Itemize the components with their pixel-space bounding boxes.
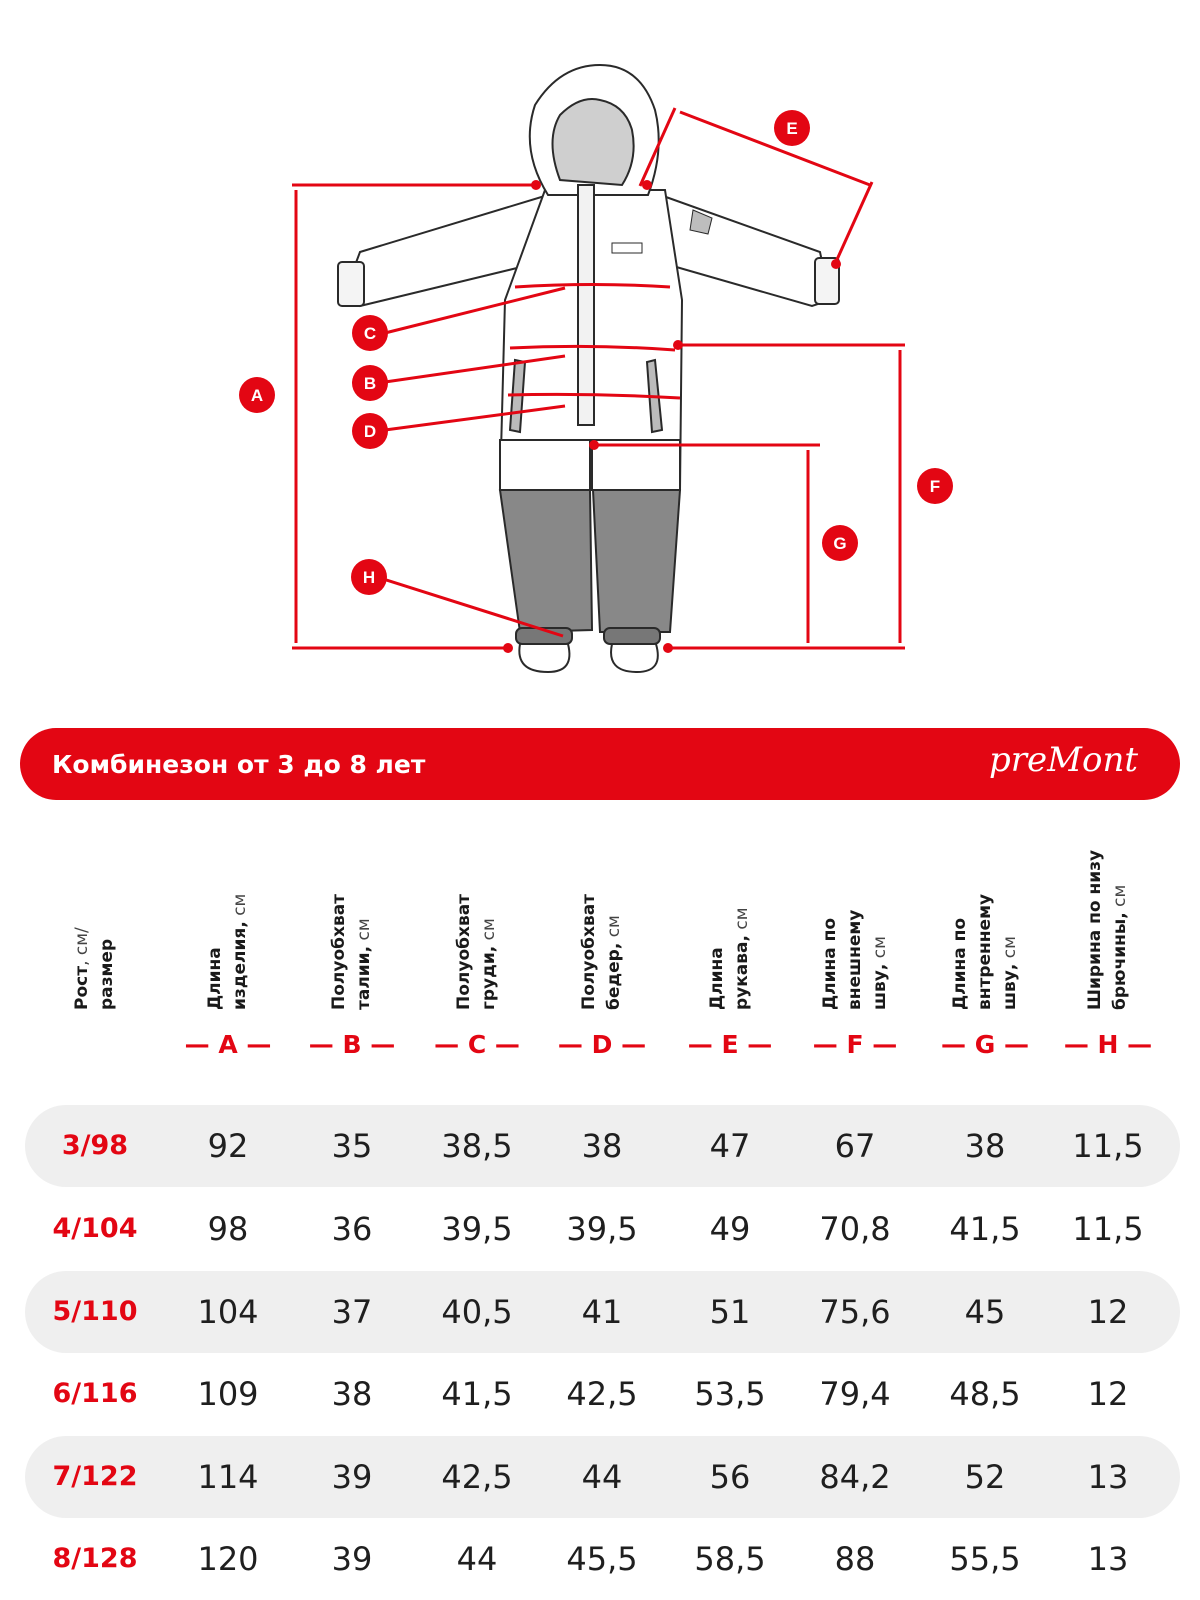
column-header-text: Длина рукава, см <box>707 907 752 1010</box>
measurement-cell: 114 <box>197 1458 259 1496</box>
measurement-cell: 39,5 <box>566 1210 638 1248</box>
marker-e <box>774 110 810 146</box>
measurement-cell: 53,5 <box>694 1375 766 1413</box>
size-cell: 3/98 <box>61 1130 129 1161</box>
column-letter: — A — <box>184 1030 272 1059</box>
marker-g <box>822 525 858 561</box>
svg-text:C: C <box>363 324 377 343</box>
measurement-cell: 12 <box>1087 1293 1129 1331</box>
measurement-cell: 104 <box>197 1293 259 1331</box>
measurement-cell: 42,5 <box>566 1375 638 1413</box>
svg-text:F: F <box>929 477 941 496</box>
measurement-cell: 42,5 <box>441 1458 513 1496</box>
measurement-cell: 55,5 <box>949 1540 1021 1578</box>
measurement-cell: 109 <box>197 1375 259 1413</box>
table-row <box>25 1271 1180 1353</box>
measurement-cell: 98 <box>207 1210 249 1248</box>
measurement-cell: 40,5 <box>441 1293 513 1331</box>
table-row <box>25 1436 1180 1518</box>
column-header-text: Полуобхват талии, см <box>329 893 374 1010</box>
measurement-cell: 44 <box>456 1540 498 1578</box>
column-header-text: Полуобхват бедер, см <box>579 893 624 1010</box>
measurement-cell: 11,5 <box>1072 1210 1144 1248</box>
marker-d <box>352 413 388 449</box>
size-cell: 6/116 <box>52 1378 138 1409</box>
measurement-cell: 70,8 <box>819 1210 891 1248</box>
column-header-text: Ширина по низу брючины, см <box>1085 849 1130 1010</box>
measurement-cell: 84,2 <box>819 1458 891 1496</box>
measurement-cell: 51 <box>709 1293 751 1331</box>
measurement-cell: 58,5 <box>694 1540 766 1578</box>
marker-f <box>917 468 953 504</box>
column-header-text: Полуобхват груди, см <box>454 893 499 1010</box>
measurement-cell: 56 <box>709 1458 751 1496</box>
column-letter: — C — <box>434 1030 520 1059</box>
measurement-cell: 44 <box>581 1458 623 1496</box>
measurement-cell: 12 <box>1087 1375 1129 1413</box>
column-header-2 <box>327 840 377 1010</box>
column-header-1 <box>203 840 253 1010</box>
brand-logo: preMont <box>989 740 1138 780</box>
column-letter: — D — <box>557 1030 647 1059</box>
marker-c <box>352 315 388 351</box>
svg-text:E: E <box>786 119 798 138</box>
column-letter: — E — <box>687 1030 773 1059</box>
column-header-7 <box>948 840 1023 1010</box>
table-row <box>25 1188 1180 1270</box>
svg-text:B: B <box>363 374 377 393</box>
size-cell: 5/110 <box>52 1296 138 1327</box>
measurement-cell: 38 <box>964 1127 1006 1165</box>
measurement-cell: 36 <box>331 1210 373 1248</box>
measurement-cell: 39,5 <box>441 1210 513 1248</box>
measurement-cell: 13 <box>1087 1540 1129 1578</box>
measurement-cell: 35 <box>331 1127 373 1165</box>
measurement-cell: 48,5 <box>949 1375 1021 1413</box>
measurement-cell: 11,5 <box>1072 1127 1144 1165</box>
measurement-cell: 45,5 <box>566 1540 638 1578</box>
measurement-cell: 49 <box>709 1210 751 1248</box>
measurement-cell: 41,5 <box>949 1210 1021 1248</box>
column-letter: — F — <box>812 1030 898 1059</box>
column-letter: — G — <box>941 1030 1029 1059</box>
marker-h <box>351 559 387 595</box>
measurement-cell: 75,6 <box>819 1293 891 1331</box>
title-banner <box>20 728 1180 800</box>
measurement-cell: 47 <box>709 1127 751 1165</box>
measurement-cell: 41,5 <box>441 1375 513 1413</box>
measurement-cell: 38,5 <box>441 1127 513 1165</box>
size-cell: 8/128 <box>52 1543 138 1574</box>
svg-text:H: H <box>362 568 376 587</box>
column-header-4 <box>577 840 627 1010</box>
measurement-cell: 52 <box>964 1458 1006 1496</box>
column-header-text: Рост, см/ размер <box>72 927 117 1010</box>
measurement-cell: 41 <box>581 1293 623 1331</box>
column-header-3 <box>452 840 502 1010</box>
measurement-cell: 37 <box>331 1293 373 1331</box>
measurement-cell: 38 <box>581 1127 623 1165</box>
column-header-0 <box>70 840 120 1010</box>
column-header-text: Длина изделия, см <box>205 893 250 1010</box>
size-cell: 4/104 <box>52 1213 138 1244</box>
svg-text:A: A <box>250 386 264 405</box>
column-header-text: Длина по внтреннему шву, см <box>949 893 1020 1010</box>
column-header-5 <box>705 840 755 1010</box>
table-row <box>25 1353 1180 1435</box>
measurement-cell: 45 <box>964 1293 1006 1331</box>
jumpsuit-drawing <box>338 65 839 672</box>
measurement-cell: 13 <box>1087 1458 1129 1496</box>
size-cell: 7/122 <box>52 1461 138 1492</box>
measurement-cell: 120 <box>197 1540 259 1578</box>
svg-text:D: D <box>363 422 377 441</box>
measurement-cell: 88 <box>834 1540 876 1578</box>
measurement-cell: 39 <box>331 1458 373 1496</box>
column-header-8 <box>1083 840 1133 1010</box>
measurement-cell: 79,4 <box>819 1375 891 1413</box>
marker-a <box>239 377 275 413</box>
column-header-text: Длина по внешнему шву, см <box>819 909 890 1010</box>
measurement-cell: 67 <box>834 1127 876 1165</box>
column-letter: — H — <box>1063 1030 1153 1059</box>
table-row <box>25 1518 1180 1600</box>
measurement-cell: 38 <box>331 1375 373 1413</box>
measurement-cell: 39 <box>331 1540 373 1578</box>
column-header-6 <box>818 840 893 1010</box>
banner-title: Комбинезон от 3 до 8 лет <box>52 750 426 779</box>
measurement-diagram <box>0 0 1200 700</box>
table-row <box>25 1105 1180 1187</box>
column-letter: — B — <box>308 1030 396 1059</box>
svg-text:G: G <box>833 534 847 553</box>
marker-b <box>352 365 388 401</box>
measurement-cell: 92 <box>207 1127 249 1165</box>
